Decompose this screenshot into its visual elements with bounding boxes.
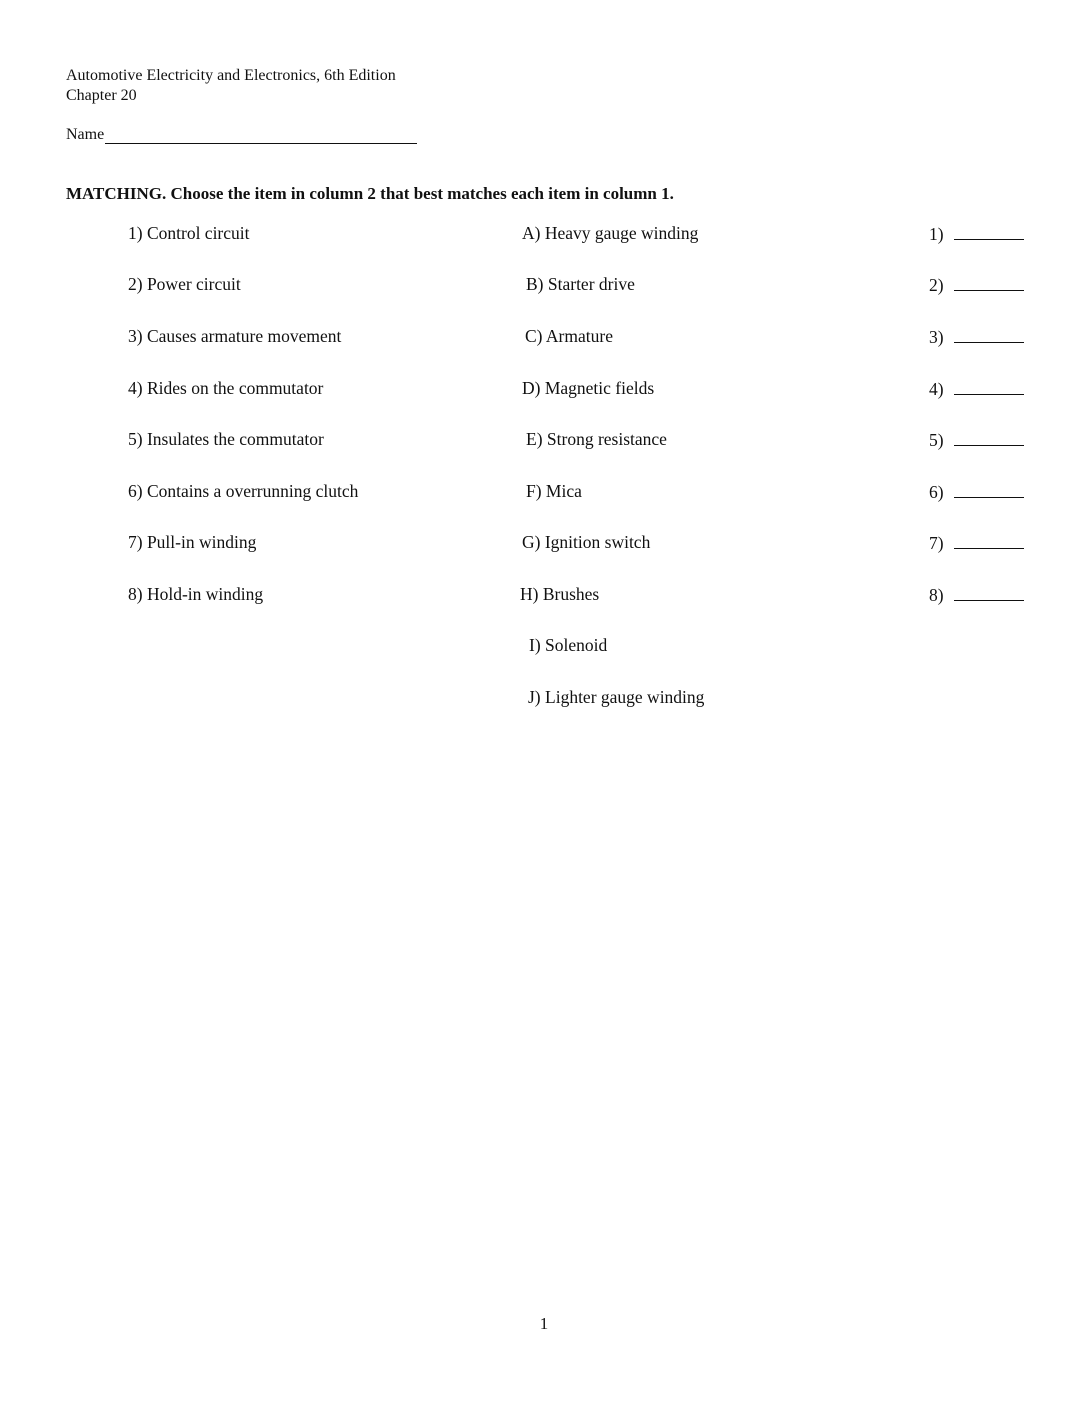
answer-row <box>929 584 1024 606</box>
column1-item: 5) Insulates the commutator <box>128 429 324 449</box>
answer-blank[interactable] <box>954 274 1024 291</box>
answer-label: 3) <box>929 327 944 347</box>
answer-row <box>929 223 1024 245</box>
answer-blank[interactable] <box>954 429 1024 446</box>
name-field-row <box>66 125 417 144</box>
answer-label: 1) <box>929 224 944 244</box>
column1-item: 3) Causes armature movement <box>128 326 342 346</box>
answer-label: 5) <box>929 430 944 450</box>
name-blank-line[interactable] <box>105 125 417 144</box>
answer-label: 7) <box>929 533 944 553</box>
column1-item: 8) Hold-in winding <box>128 584 264 604</box>
column2-item: A) Heavy gauge winding <box>522 223 699 243</box>
answer-blank[interactable] <box>954 584 1024 601</box>
column1-item: 1) Control circuit <box>128 223 250 243</box>
column1-item: 7) Pull-in winding <box>128 532 257 552</box>
column2-item: H) Brushes <box>520 584 600 604</box>
column2-item: J) Lighter gauge winding <box>528 687 705 707</box>
answer-row <box>929 429 1024 451</box>
column2-item: D) Magnetic fields <box>522 378 655 398</box>
answer-blank[interactable] <box>954 532 1024 549</box>
chapter-label: Chapter 20 <box>66 87 137 104</box>
column1-item: 6) Contains a overrunning clutch <box>128 481 359 501</box>
answer-blank[interactable] <box>954 223 1024 240</box>
page-number: 1 <box>539 1314 549 1333</box>
answer-label: 4) <box>929 379 944 399</box>
answer-row <box>929 378 1024 400</box>
answer-row <box>929 274 1024 296</box>
column2-item: E) Strong resistance <box>526 429 667 449</box>
answer-label: 8) <box>929 585 944 605</box>
answer-blank[interactable] <box>954 326 1024 343</box>
name-label: Name <box>66 126 105 143</box>
column2-item: C) Armature <box>525 326 613 346</box>
column2-item: G) Ignition switch <box>522 532 651 552</box>
answer-row <box>929 326 1024 348</box>
answer-label: 2) <box>929 275 944 295</box>
answer-blank[interactable] <box>954 481 1024 498</box>
book-title: Automotive Electricity and Electronics, 6th Edition <box>66 67 396 84</box>
document-header <box>66 66 396 106</box>
column1-item: 4) Rides on the commutator <box>128 378 324 398</box>
column1-item: 2) Power circuit <box>128 274 241 294</box>
answer-row <box>929 481 1024 503</box>
answer-row <box>929 532 1024 554</box>
column2-item: B) Starter drive <box>526 274 635 294</box>
matching-instructions: MATCHING. Choose the item in column 2 that best matches each item in column 1. <box>66 184 674 203</box>
column2-item: F) Mica <box>526 481 582 501</box>
answer-blank[interactable] <box>954 378 1024 395</box>
column2-item: I) Solenoid <box>529 635 608 655</box>
answer-label: 6) <box>929 482 944 502</box>
